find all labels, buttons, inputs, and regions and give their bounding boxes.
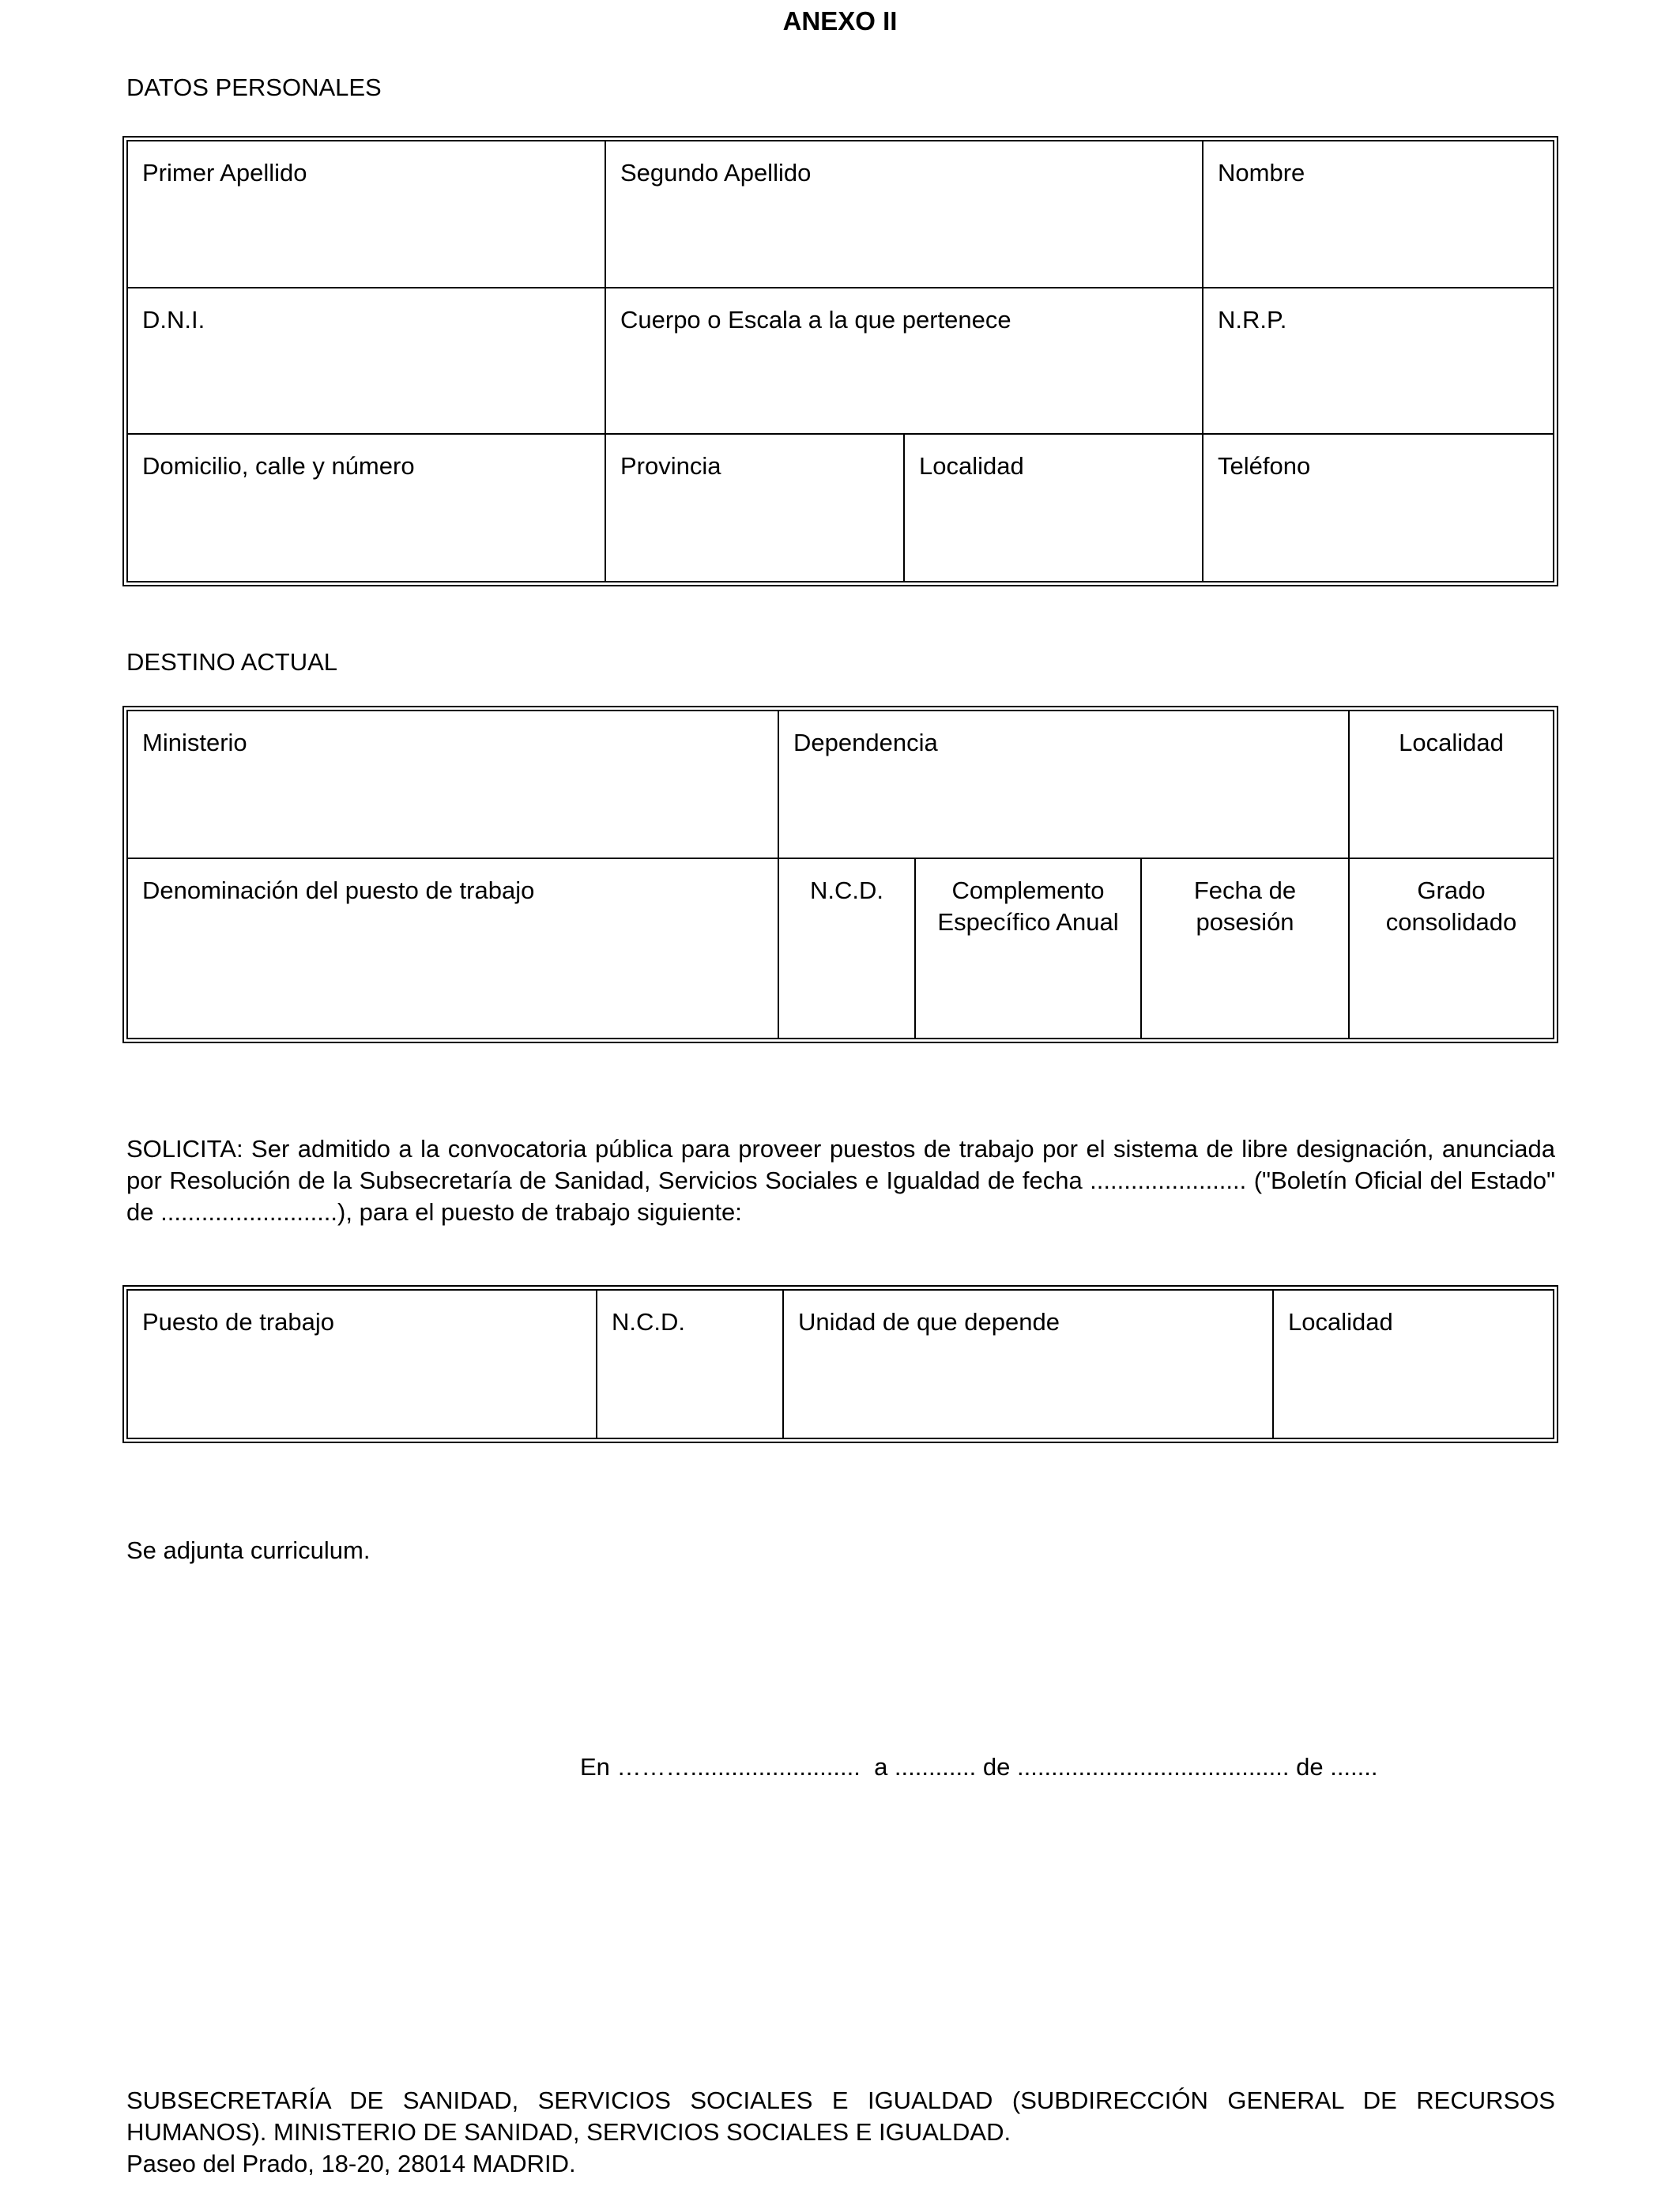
field-cuerpo-escala[interactable]: Cuerpo o Escala a la que pertenece [606, 288, 1203, 435]
field-complemento-especifico[interactable]: Complemento Específico Anual [916, 859, 1142, 1038]
field-primer-apellido[interactable]: Primer Apellido [128, 141, 606, 288]
field-localidad-destino[interactable]: Localidad [1350, 711, 1553, 859]
field-dni[interactable]: D.N.I. [128, 288, 606, 435]
field-nombre[interactable]: Nombre [1203, 141, 1553, 288]
field-segundo-apellido[interactable]: Segundo Apellido [606, 141, 1203, 288]
field-grado-consolidado[interactable]: Grado consolidado [1385, 876, 1517, 936]
solicita-paragraph: SOLICITA: Ser admitido a la convocatoria pública para proveer puestos de trabajo por el sistema de libre designación, anunciada por Resolución de la Subsecretaría de Sanidad, Servicios Sociales e Igualdad de fecha ....................... ("Boletín Oficial del Estado" de ..........................), para el puesto de trabajo siguiente: [126, 1135, 1555, 1226]
field-fecha-posesion[interactable]: Fecha de posesión [1142, 859, 1350, 1038]
footer-address-block [126, 2085, 1555, 2180]
adjunta-curriculum-note: Se adjunta curriculum. [126, 1536, 371, 1564]
field-ministerio[interactable]: Ministerio [128, 711, 779, 859]
field-ncd-actual[interactable]: N.C.D. [779, 859, 916, 1038]
footer-street-address: Paseo del Prado, 18-20, 28014 MADRID. [126, 2150, 576, 2177]
field-ncd-solicitado[interactable]: N.C.D. [597, 1291, 784, 1438]
personal-data-table [122, 136, 1558, 586]
field-domicilio[interactable]: Domicilio, calle y número [128, 435, 606, 581]
field-denominacion-puesto[interactable]: Denominación del puesto de trabajo [128, 859, 779, 1038]
current-post-table [122, 706, 1558, 1043]
footer-organization: SUBSECRETARÍA DE SANIDAD, SERVICIOS SOCIALES E IGUALDAD (SUBDIRECCIÓN GENERAL DE RECURSOS HUMANOS). MINISTERIO DE SANIDAD, SERVICIOS SOCIALES E IGUALDAD. [126, 2087, 1555, 2146]
section-heading-destino-actual: DESTINO ACTUAL [126, 648, 337, 676]
field-telefono[interactable]: Teléfono [1218, 452, 1311, 480]
field-puesto-trabajo[interactable]: Puesto de trabajo [128, 1291, 597, 1438]
document-title: ANEXO II [782, 6, 898, 36]
field-unidad-depende[interactable]: Unidad de que depende [784, 1291, 1274, 1438]
field-provincia[interactable]: Provincia [606, 435, 905, 581]
requested-post-table [122, 1285, 1558, 1443]
place-date-line[interactable]: En ………......................... a ............ de ........................................ de ....... [580, 1753, 1378, 1781]
field-localidad-solicitada[interactable]: Localidad [1288, 1308, 1393, 1336]
section-heading-datos-personales: DATOS PERSONALES [126, 74, 382, 101]
field-nrp[interactable]: N.R.P. [1203, 288, 1553, 435]
field-dependencia[interactable]: Dependencia [779, 711, 1350, 859]
field-localidad[interactable]: Localidad [905, 435, 1203, 581]
